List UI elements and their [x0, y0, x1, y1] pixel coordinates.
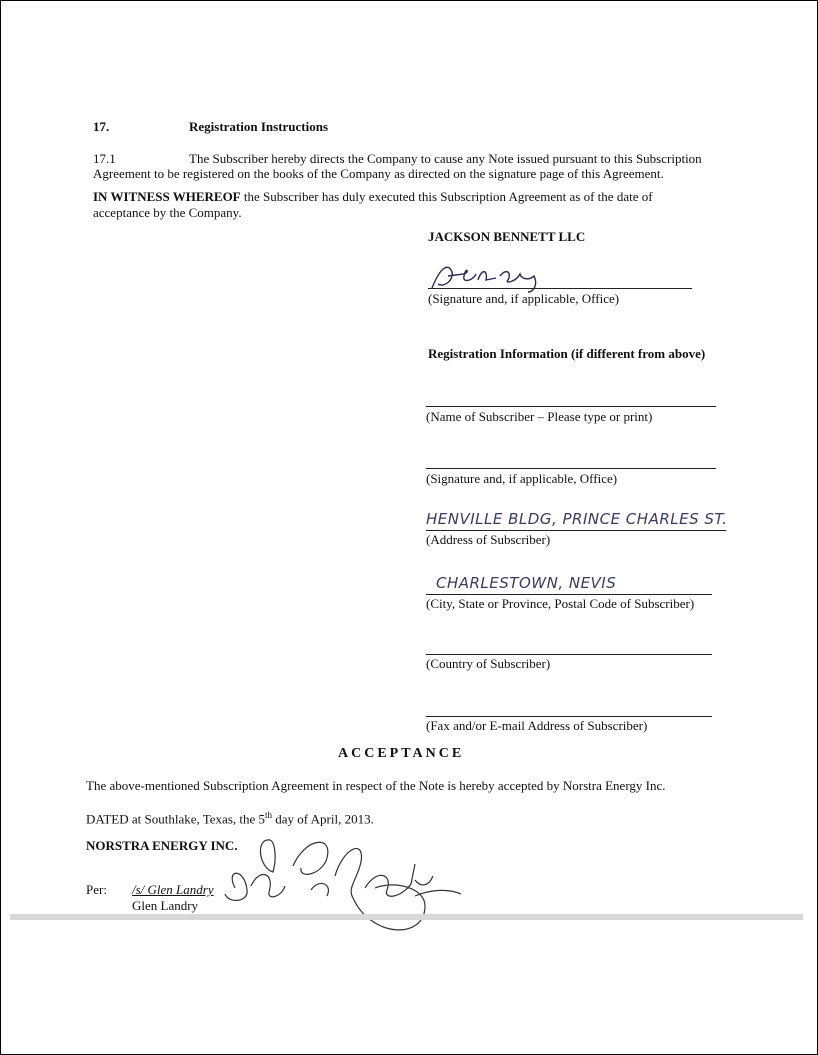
clause-line-1: The Subscriber hereby directs the Company to cause any Note issued pursuant to this Subscription: [189, 151, 702, 166]
section-number: 17.: [93, 119, 110, 134]
registration-heading: Registration Information (if different from above): [428, 346, 706, 361]
country-caption: (Country of Subscriber): [426, 656, 551, 671]
witness-line-2: acceptance by the Company.: [93, 205, 242, 220]
address-caption: (Address of Subscriber): [426, 532, 551, 547]
subscriber-signature-caption: (Signature and, if applicable, Office): [428, 291, 620, 306]
acceptance-heading: ACCEPTANCE: [338, 746, 465, 761]
acceptance-signature: [215, 828, 465, 943]
clause-number: 17.1: [93, 151, 116, 166]
subscriber-signature-line: [428, 288, 692, 289]
fax-caption: (Fax and/or E-mail Address of Subscriber): [426, 718, 648, 733]
registration-signature-caption: (Signature and, if applicable, Office): [426, 471, 618, 486]
city-caption: (City, State or Province, Postal Code of Subscriber): [426, 596, 695, 611]
dated-prefix: DATED at Southlake, Texas, the 5: [86, 811, 266, 827]
signer-conformed-signature: /s/ Glen Landry: [132, 882, 214, 897]
dated-sup: th: [265, 810, 273, 820]
city-handwritten: CHARLESTOWN, NEVIS: [436, 574, 617, 592]
witness-bold: IN WITNESS WHEREOF: [93, 189, 241, 204]
city-line: [426, 594, 712, 595]
name-line: [426, 406, 716, 407]
registration-signature-line: [426, 468, 716, 469]
witness-rest: the Subscriber has duly executed this Subscription Agreement as of the date of: [240, 189, 653, 204]
dated-line: [86, 808, 374, 826]
per-label: Per:: [86, 882, 107, 897]
name-caption: (Name of Subscriber – Please type or print): [426, 409, 653, 424]
address-line: [426, 530, 726, 531]
witness-line-1: [93, 189, 653, 204]
acceptance-company: NORSTRA ENERGY INC.: [86, 838, 238, 853]
section-title: Registration Instructions: [189, 119, 329, 134]
scan-band: [10, 914, 803, 920]
address-handwritten: HENVILLE BLDG, PRINCE CHARLES ST.: [426, 510, 728, 528]
signer-name: Glen Landry: [132, 898, 199, 913]
subscriber-name: JACKSON BENNETT LLC: [428, 229, 586, 244]
clause-line-2: Agreement to be registered on the books of the Company as directed on the signature page of this Agreement.: [93, 166, 664, 181]
fax-line: [426, 716, 712, 717]
country-line: [426, 654, 712, 655]
acceptance-statement: The above-mentioned Subscription Agreement in respect of the Note is hereby accepted by Norstra Energy Inc.: [86, 778, 666, 793]
dated-suffix: day of April, 2013.: [272, 811, 374, 827]
